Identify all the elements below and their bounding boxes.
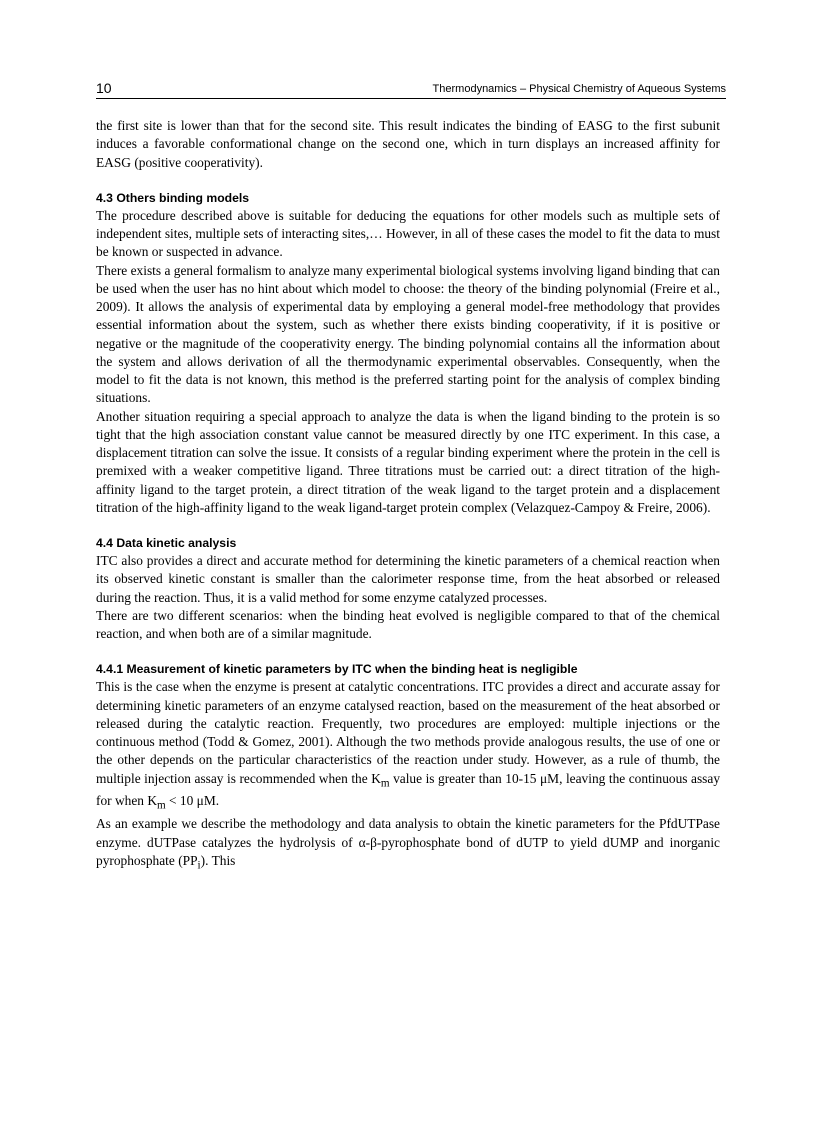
paragraph-text: This is the case when the enzyme is present at catalytic concentrations. ITC provides a direct and accurate assay for determining kinetic parameters of an enzyme catalysed reaction, based on the measurement of the heat absorbed or released during the catalytic reaction. Frequently, two procedures are employed: multiple injections or the continuous method (Todd & Gomez, 2001). Although the two methods provide analogous results, the use of one or the other depends on the particular characteristics of the reaction under study. However, as a rule of thumb, the multiple injection assay is recommended when the K [96,679,720,786]
paragraph [96,678,720,815]
km-subscript: m [156,800,166,813]
paragraph-text: < 10 μM. [165,793,220,809]
km-subscript: m [380,777,390,790]
ppi-subscript: i [197,859,201,872]
running-title: Thermodynamics – Physical Chemistry of Aqueous Systems [432,83,726,95]
paragraph: There exists a general formalism to analyze many experimental biological systems involving ligand binding that can be used when the user has no hint about which model to choose: the theory of the binding polynomial (Freire et al., 2009). It allows the analysis of experimental data by employing a general model-free methodology that provides essential information about the system, such as whether there exists binding cooperativity, if it is positive or negative or the magnitude of the cooperativity energy. The binding polynomial contains all the information about the system and allows derivation of all the thermodynamic experimental observables. Consequently, when the model to fit the data is not known, this method is the preferred starting point for the analysis of complex binding situations. [96,262,720,406]
paragraph: the first site is lower than that for the second site. This result indicates the binding of EASG to the first subunit induces a favorable conformational change on the second one, which in turn displays an increased affinity for EASG (positive cooperativity). [96,118,720,170]
paragraph: There are two different scenarios: when the binding heat evolved is negligible compared to that of the chemical reaction, and when both are of a similar magnitude. [96,607,720,641]
paragraph: ITC also provides a direct and accurate method for determining the kinetic parameters of a chemical reaction when its observed kinetic constant is smaller than the calorimeter response time, from the heat absorbed or released during the reaction. Thus, it is a valid method for some enzyme catalyzed processes. [96,553,720,605]
paragraph-text: ). This [200,852,236,868]
page-header [96,80,726,99]
section-heading-4-4-1: 4.4.1 Measurement of kinetic parameters by ITC when the binding heat is negligible [96,662,578,677]
paragraph-text: As an example we describe the methodology and data analysis to obtain the kinetic parameters for the PfdUTPase enzyme. dUTPase catalyzes the hydrolysis of α-β-pyrophosphate bond of dUTP to yield dUMP and inorganic pyrophosphate (PP [96,816,720,868]
paragraph-text: value is greater than 10-15 μM, leaving the continuous assay for when K [96,770,721,809]
paragraph: Another situation requiring a special approach to analyze the data is when the ligand binding to the protein is so tight that the high association constant value cannot be measured directly by one ITC experiment. In this case, a displacement titration can solve the issue. It consists of a regular binding experiment where the protein in the cell is premixed with a weaker competitive ligand. Three titrations must be carried out: a direct titration of the high-affinity ligand to the target protein, a direct titration of the weak ligand to the target protein and a displacement titration of the high-affinity ligand to the weak ligand-target protein complex (Velazquez-Campoy & Freire, 2006). [96,408,720,515]
paragraph: The procedure described above is suitable for deducing the equations for other models such as multiple sets of independent sites, multiple sets of interacting sites,… However, in all of these cases the model to fit the data to must be known or suspected in advance. [96,207,720,260]
page-number: 10 [96,80,112,96]
paragraph [96,815,720,874]
section-heading-4-3: 4.3 Others binding models [96,190,250,205]
section-heading-4-4: 4.4 Data kinetic analysis [96,536,237,550]
page-body [96,117,720,875]
